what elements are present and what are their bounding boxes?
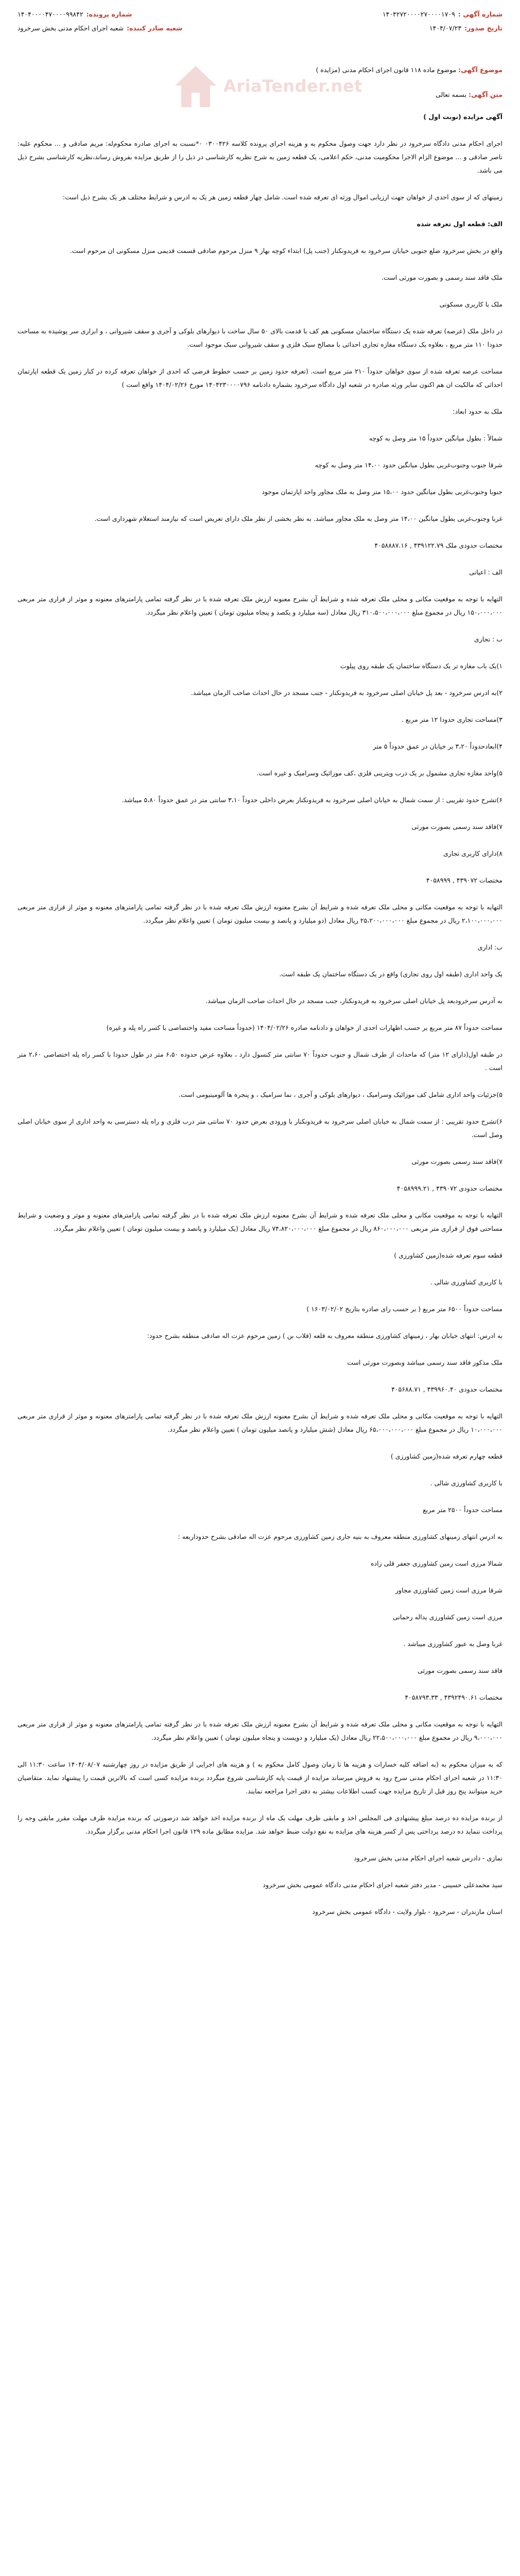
notice-paragraph: با کاربری کشاورزی شالی . [430,1479,502,1487]
notice-paragraph: سید محمدعلی حسینی - مدیر دفتر شعبه اجرای احکام مدنی دادگاه عمومی بخش سرخرود [263,1881,502,1889]
notice-paragraph: التهایه با توجه به موقعیت مکانی و محلی ملک تعرفه شده و شرایط آن بشرح معنونه ارزش ملک تعرفه شده با در نظر گرفته تمامی پارامترهای معنونه و موثر از قراری متر مربعی ۱۰،۰۰۰،۰۰۰ ریال در مجموع مبلغ ۶۵،۰۰۰،۰۰۰،۰۰۰ ریال معادل (شش میلیارد و پانصد میلیون تومان ) تعیین واعلام نظر میگردد. [18,1412,502,1433]
notice-paragraph: ۳)مساحت تجاری حدودا ۱۲ متر مربع . [401,716,502,723]
notice-paragraph: آگهی مزایده (نوبت اول ) [423,113,502,121]
notice-paragraph: ۴)ابعادحدوداً ۳،۲۰ بر خیابان در عمق حدوداً ۵ متر [373,742,502,750]
watermark-text: AriaTender.net [223,76,362,96]
notice-paragraph: ۵)واحد مغازه تجاری مشمول بر یک درب ویترینی فلزی ،کف موزائیک وسرامیک و غیره است. [256,769,502,777]
notice-paragraph: با کاربری کشاورزی شالی . [430,1278,502,1286]
notice-paragraph: التهایه با توجه به موقعیت مکانی و محلی ملک تعرفه شده و شرایط آن بشرح معنونه ارزش ملک تعرفه شده با در نظر گرفته تمامی پارامترهای معنونه و موثر از قراری متر مربعی ۲،۱۰۰،۰۰۰،۰۰۰ ریال در مجموع مبلغ ۲۵،۲۰۰،۰۰۰،۰۰۰ ریال معادل (دو میلیارد و پانصد و بیست میلیون تومان ) تعیین واعلام نظر میگردد. [18,903,502,924]
notice-paragraph: مختصات ۴۳۹۰۷۲ , ۴۰۵۸۹۹۹ [426,876,502,884]
notice-paragraph: التهایه با توجه به موقعیت مکانی و محلی ملک تعرفه شده و شرایط آن بشرح معنونه ارزش ملک تعرفه شده با در نظر گرفته تمامی پارامترهای معنونه و موثر از قراری متر مربعی ۱۵۰،۰۰۰،۰۰۰ ریال در مجموع مبلغ ۳۱۰،۵۰۰،۰۰۰،۰۰۰ ریال معادل (سه میلیارد و یکصد و پنجاه میلیون تومان ) تعیین واعلام نظر میگردد. [18,595,502,616]
notice-paragraph: ب : تجاری [474,635,502,643]
notice-number: شماره آگهی : ۱۴۰۴۲۷۲۰۰۰۰۲۷۰۰۰۰۱۷۰۹ [382,10,502,18]
notice-paragraph: واقع در بخش سرخرود ضلع جنوبی خیابان سرخرود به فریدونکنار (جنب پل) ابتداء کوچه بهار ۹ منزل مرحوم صادقی قسمت قدیمی منزل مسکونی ان مرحوم است. [70,247,502,255]
notice-paragraph: ۷)فاقد سند رسمی بصورت مورثی [411,1158,502,1165]
notice-content-heading: متن آگهی: بسمه تعالی [436,91,502,98]
notice-topic: موضوع آگهی: موضوع ماده ۱۱۸ قانون اجرای احکام مدنی (مزایده ) [316,66,502,74]
notice-paragraph: الف : اعیانی [469,568,502,576]
notice-paragraph: ۷)فاقد سند رسمی بصورت مورثی [411,823,502,831]
notice-paragraph: اجرای احکام مدنی دادگاه سرخرود در نظر دارد جهت وصول محکوم به و هزینه اجرای پرونده کلاسه ۰۳۰۰۴۲۶ ۰*نسبت به اجرای صادره محکوم‌له: مریم صادقی و ... محکوم علیه: ناصر صادقی و ... موضوع الزام الاجرا محکومیت مدنی، حکم اعلامی، یک قطعه زمین به شرح نظریه کارشناسی در ذیل را از طریق مزایده بفروش رساند،نظریه کارشناسی بشرح ذیل می باشد. [18,140,502,174]
notice-paragraph: ملک مذکور فاقد سند رسمی میباشد وبصورت مورثی است [347,1359,502,1366]
notice-paragraph: زمینهای که از سوی احدی از خواهان جهت ارزیابی اموال ورثه ای تعرفه شده است. شامل چهار قطعه زمین هر یک به ادرس و شرایط مختلف هر یک بشرح ذیل است: [62,193,502,201]
notice-paragraph: مرزی است زمین کشاورزی یداله رحمانی [392,1613,502,1621]
notice-paragraph: قطعه چهارم تعرفه شده(زمین کشاورزی ) [390,1452,502,1460]
issuing-branch: شعبه صادر کننده: شعبه اجرای احکام مدنی بخش سرخرود [18,24,183,32]
notice-paragraph: شمالا مرزی است زمین کشاورزی جعفر قلی زاده [370,1560,502,1567]
notice-paragraph: شمالاً : بطول میانگین حدوداً ۱۵ متر وصل به کوچه [369,434,502,442]
notice-paragraph: جنوبا وجنوب‌غربی بطول میانگین حدود ۱۵،۰۰ متر وصل به ملک مجاور واحد اپارتمان موجود [262,488,502,496]
notice-paragraph: از برنده مزایده ده درصد مبلغ پیشنهادی فی المجلس اخذ و مابقی ظرف مهلت یک ماه از برنده مزایده اخذ خواهد شد درصورتی که برنده مزایده ظرف مهلت مقرر مابقی وجه را پرداخت ننماید ده درصد پرداختی پس از کسر هزینه های مزایده به نفع دولت ضبط خواهد شد. مزایده مطابق ماده ۱۲۹ قانون اجرا احکام مدنی برگزار میگردد. [18,1814,502,1835]
case-number: شماره پرونده: ۱۴۰۴۰۰۰۰۴۷۰۰۰۰۹۹۸۴۲ [18,10,132,18]
notice-paragraph: شرقا جنوب وجنوب‌غربی بطول میانگین حدود ۱۴،۰۰ متر وصل به کوچه [315,461,502,469]
notice-paragraph: غربا وجنوب‌غربی بطول میانگین ۱۴،۰۰ متر وصل به ملک مجاور میباشد. به نظر بخشی از نظر ملک دارای تعریض است که نیازمند استعلام شهرداری است. [94,515,502,522]
notice-paragraph: در داخل ملک (عرصه) تعرفه شده یک دستگاه ساختمان مسکونی هم کف با قدمت بالای ۵۰ سال ساخت با دیوارهای بلوکی و آجری و سقف شیروانی ، و ابزاری سر پوشیده به مساحت حدودا ۱۱۰ متر مربع ، بعلاوه یک دستگاه مغازه تجاری احداثی با مصالح سیک فلزی و سقف شیروانی سبک موجود است. [18,327,502,348]
notice-paragraph: در طبقه اول(دارای ۱۲ متر) که ماحداث از طرف شمال و جنوب حدوداً ۷۰ سانتی متر کنسول دارد ، بعلاوه عرض حدوده ۶،۵۰ متر در طول حدودا با کسر راه پله اختصاصی ۲،۶۰ متر است . [18,1050,502,1072]
notice-paragraph: ۲)به ادرس سرخرود - بعد پل خیابان اصلی سرخرود به فریدونکنار - جنب مسجد در حال احداث صاحب الزمان میباشد. [190,689,502,697]
notice-paragraph: التهایه با توجه به موقعیت مکانی و محلی ملک تعرفه شده و شرایط آن بشرح معنونه ارزش ملک تعرفه شده با در نظر گرفته تمامی پارامترهای معنونه و موثر و وضعیت و شرایط مساحتی فوق از قراری متر مربعی ۸۶۰،۰۰۰،۰۰۰ ریال در مجموع مبلغ ۷۴،۸۲۰،۰۰۰،۰۰۰ ریال معادل (یک میلیارد و پانصد و بیست میلیون تومان ) تعیین واعلام نظر میگردد. [18,1211,502,1232]
notice-paragraph: مساحت حدوداً ۶۵۰۰ متر مربع ( بر حسب رای صادره بتاریخ ۱۶۰۳/۰۲/۰۲ ) [306,1305,502,1313]
notice-paragraph: ملک با کاربری مسکونی [439,300,502,308]
notice-paragraph: ملک به حدود ابعاد: [453,408,502,415]
notice-paragraph: به ادرس: انتهای خیابان بهار ، زمینهای کشاورزی منطقه معروف به قلعه (قلاب بن ) زمین مرحوم عزت اله صادقی منطقه بشرح حدود: [147,1332,502,1340]
issue-date: تاریخ صدور: ۱۴۰۴/۰۷/۲۳ [429,24,502,32]
notice-paragraph: شرقا مرزی است زمین کشاورزی مجاور [395,1586,502,1594]
notice-paragraph: ۵)جزئیات واحد اداری شامل کف موزائیک وسرامیک ، دیوارهای بلوکی و آجری ، نما سرامیک ، و پنجره ها آلومینیومی است. [178,1091,502,1098]
notice-paragraph: به آدرس سرخرودبعد پل خیابان اصلی سرخرود به فریدونکنار، جنب مسجد در حال احداث صاحب الزمان میباشد. [205,997,502,1005]
notice-paragraph: نمازی - دادرس شعبه اجرای احکام مدنی بخش سرخرود [354,1854,502,1862]
notice-paragraph: استان مازندران - سرخرود - بلوار ولایت - دادگاه عمومی بخش سرخرود [312,1908,502,1916]
notice-paragraph: ۶)تشرح حدود تقریبی : از سمت شمال به خیابان اصلی سرخرود به فریدونکنار با ورودی بعرض حدود ۷۰ سانتی متر درب فلزی و راه پله دسترسی به واحد اداری از سوی خیابان اصلی وصل است. [18,1117,502,1139]
notice-paragraph: مساحت عرصه تعرفه شده از سوی خواهان حدوداً ۲۱۰ متر مربع است. (تعرفه حدود زمین بر حسب خطوط فرضی که احدی از خواهان تعرفه کرده در کنار زمین یک قطعه اپارتمان احداثی که مالکیت ان هم اکنون سایر ورثه صادره در شعبه اول دادگاه سرخرود بشماره دادنامه ۱۴۰۴۲۳۰۰۰۰۷۹۶ مورخ ۱۴۰۴/۰۲/۲۶ واقع است ) [18,367,502,388]
notice-paragraph: ۱)یک باب مغازه تر یک دستگاه ساختمان یک طبقه روی پیلوت [340,662,502,670]
notice-paragraph: ملک فاقد سند رسمی و بصورت مورثی است. [381,274,502,281]
notice-paragraph: مساحت حدوداً ۸۷ متر مربع بر حسب اظهارات احدی از خواهان و دادنامه صادره ۱۴۰۴/۰۲/۲۶ (حدوداً مساحت مفید واختصاصی با کسر راه پله و غیره) [106,1024,502,1031]
notice-paragraph: مختصات حدودی ملک ۴۳۹۱۲۲.۷۹ , ۴۰۵۸۸۸۷.۱۶ [374,541,502,549]
notice-paragraph: ۶)تشرح حدود تقریبی : از سمت شمال به خیابان اصلی سرخرود به فریدونکنار بعرض داخلی حدوداً ۳،۱۰ سانتی متر در عمق حدوداً ۵،۸۰ میباشد. [122,796,502,804]
notice-paragraph: التهایه با توجه به موقعیت مکانی و محلی ملک تعرفه شده و شرایط آن بشرح معنونه ارزش ملک تعرفه شده با در نظر گرفته تمامی پارامترهای معنونه و موثر از قراری متر مربعی ۹،۰۰۰،۰۰۰ ریال در مجموع مبلغ ۲۲،۵۰۰،۰۰۰،۰۰۰ ریال معادل (یک میلیارد و دویست و پنجاه میلیون تومان ) تعیین واعلام نظر میگردد. [18,1720,502,1741]
notice-paragraph: ۸)دارای کاربری تجاری [443,850,502,857]
notice-body [18,110,502,2576]
notice-paragraph: قطعه سوم تعرفه شده(زمین کشاورزی ) [394,1251,502,1259]
notice-paragraph: غربا وصل به عبور کشاورزی میباشد . [403,1640,502,1648]
notice-paragraph: ب: اداری [477,943,502,951]
notice-paragraph: مختصات ۴۳۹۲۴۹۰.۶۱ , ۴۰۵۸۷۹۳.۳۳ [405,1693,502,1701]
notice-paragraph: مساحت حدوداً ۲۵۰۰ متر مربع [423,1506,502,1514]
notice-paragraph: به ادرس انتهای زمینهای کشاورزی منطقه معروف به بنیه جاری زمین کشاورزی مرحوم عزت اله صادقی بشرح حدوداربعه : [178,1533,502,1540]
notice-paragraph: فاقد سند رسمی بصورت مورثی [418,1667,502,1674]
notice-paragraph: یک واحد اداری (طبقه اول روی تجاری) واقع در یک دستگاه ساختمان یک طبقه است. [279,970,502,978]
notice-paragraph: مختصات حدودی ۴۳۹۹۶۰.۴۰ , ۴۰۵۶۸۸.۷۱ [391,1385,502,1393]
notice-paragraph: مختصات حدودی ۴۳۹۰۷۲ , ۴۰۵۸۹۹۹.۲۱ [396,1184,502,1192]
notice-paragraph: الف: قطعه اول تعرفه شده [417,220,502,228]
notice-paragraph: که به میزان محکوم به (به اضافه کلیه خسارات و هزینه ها تا زمان وصول کامل محکوم به ) و هزینه های اجرایی از طریق مزایده در روز چهارشنبه ۱۴۰۴/۰۸/۰۷ ساعت ۱۱:۳۰ الی ۱۱:۳۰ در شعبه اجرای احکام مدنی سرخ رود به فروش میرساند مزایده از قیمت پایه کارشناسی شروع میگردد برنده مزایده کسی است که بالاترین قیمت را پیشنهاد نماید. متقاضیان خرید میتوانند پنج روز قبل از تاریخ مزایده جهت کسب اطلاعات بیشتر به دفتر اجرا مراجعه نمایند. [18,1760,502,1795]
